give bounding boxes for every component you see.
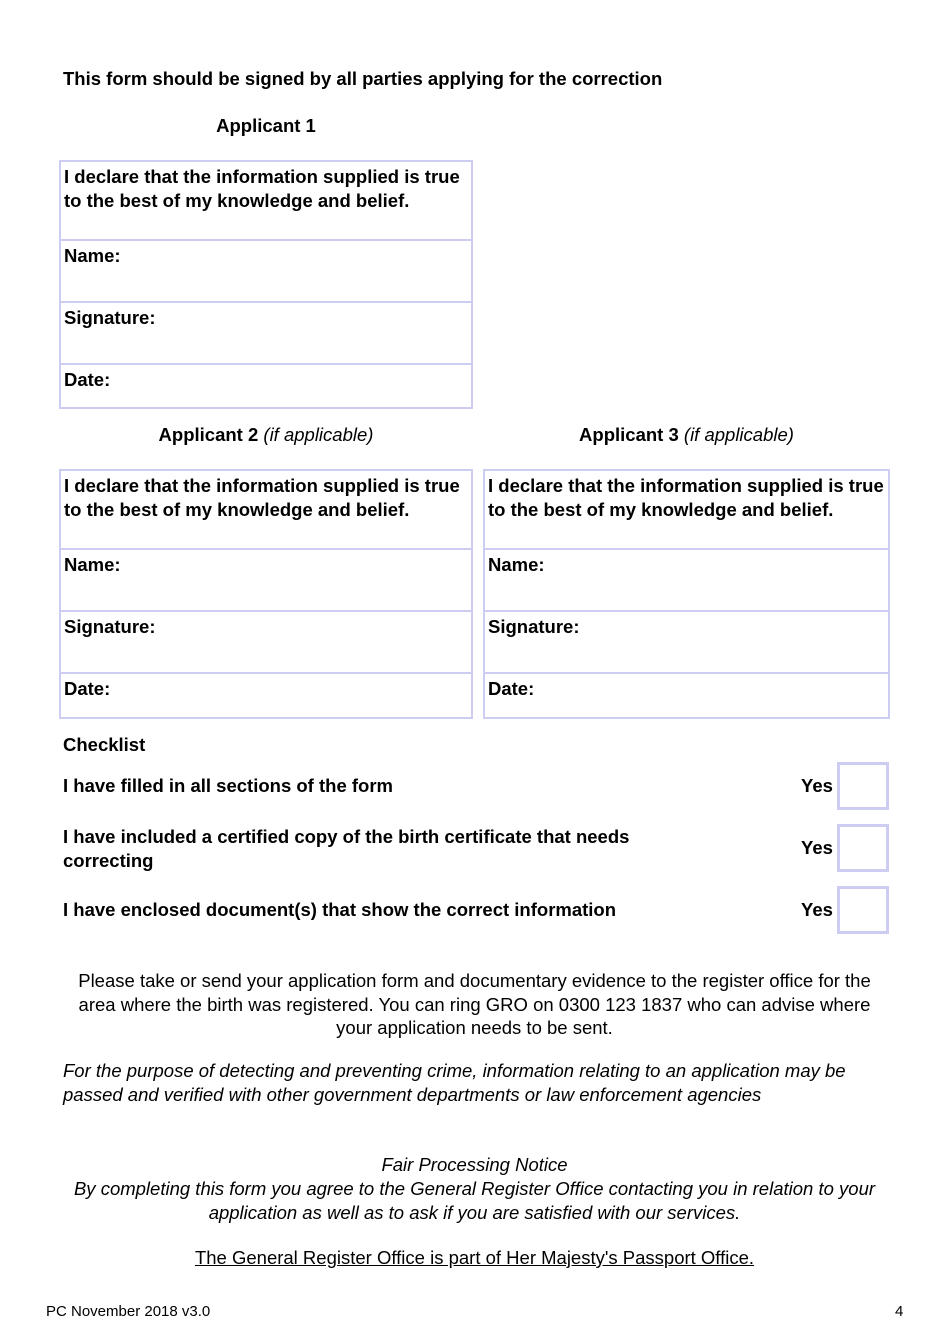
fair-processing-title: Fair Processing Notice [381, 1154, 568, 1175]
applicant3-name-field[interactable] [485, 550, 888, 612]
date-label: Date: [488, 678, 535, 699]
checklist-item-label: I have enclosed document(s) that show the correct information [63, 899, 617, 920]
fair-processing-text: By completing this form you agree to the General Register Office contacting you in relation to your application as well as to ask if you are satisfied with our services. [73, 1178, 876, 1223]
name-label: Name: [64, 554, 121, 575]
checklist-item-label: I have included a certified copy of the birth certificate that needs correcting [63, 826, 630, 871]
date-label: Date: [64, 369, 111, 390]
applicant2-declaration: I declare that the information supplied is true to the best of my knowledge and belief. [61, 471, 471, 550]
applicant3-declaration-box [483, 469, 890, 719]
applicant2-date-field[interactable] [61, 674, 471, 719]
checklist-item-answer: Yes [801, 775, 833, 796]
form-intro: This form should be signed by all parties applying for the correction [63, 68, 663, 89]
page-number: 4 [895, 1303, 904, 1320]
checklist-item-answer: Yes [801, 837, 833, 858]
checklist-checkbox-3[interactable] [837, 886, 889, 934]
applicant1-declaration-box [59, 160, 473, 409]
applicant3-title: Applicant 3 (if applicable) [579, 424, 794, 445]
applicant2-qualifier: (if applicable) [263, 424, 374, 445]
applicant2-declaration-box [59, 469, 473, 719]
applicant3-declaration: I declare that the information supplied is true to the best of my knowledge and belief. [485, 471, 888, 550]
form-version: PC November 2018 v3.0 [46, 1303, 211, 1320]
name-label: Name: [488, 554, 545, 575]
signature-label: Signature: [488, 616, 580, 637]
checklist-checkbox-2[interactable] [837, 824, 889, 872]
applicant1-signature-field[interactable] [61, 303, 471, 365]
checklist-item-label: I have filled in all sections of the form [63, 775, 393, 796]
date-label: Date: [64, 678, 111, 699]
submission-instructions: Please take or send your application form and documentary evidence to the register office for the area where the birth was registered. You can ring GRO on 0300 123 1837 who can advise where your application needs to be sent. [78, 970, 871, 1038]
applicant1-date-field[interactable] [61, 365, 471, 409]
applicant3-signature-field[interactable] [485, 612, 888, 674]
applicant1-title: Applicant 1 [216, 115, 316, 136]
checklist-title: Checklist [63, 734, 146, 755]
applicant2-name-field[interactable] [61, 550, 471, 612]
applicant3-date-field[interactable] [485, 674, 888, 719]
name-label: Name: [64, 245, 121, 266]
checklist-item-answer: Yes [801, 899, 833, 920]
checklist-checkbox-1[interactable] [837, 762, 889, 810]
applicant1-name-field[interactable] [61, 241, 471, 303]
applicant2-signature-field[interactable] [61, 612, 471, 674]
crime-prevention-notice: For the purpose of detecting and preventing crime, information relating to an application may be passed and verified with other government departments or law enforcement agencies [63, 1060, 846, 1105]
signature-label: Signature: [64, 307, 156, 328]
applicant1-declaration: I declare that the information supplied is true to the best of my knowledge and belief. [61, 162, 471, 241]
signature-label: Signature: [64, 616, 156, 637]
passport-office-statement: The General Register Office is part of Her Majesty's Passport Office. [194, 1247, 755, 1268]
applicant2-title: Applicant 2 (if applicable) [158, 424, 374, 445]
applicant3-qualifier: (if applicable) [683, 424, 794, 445]
